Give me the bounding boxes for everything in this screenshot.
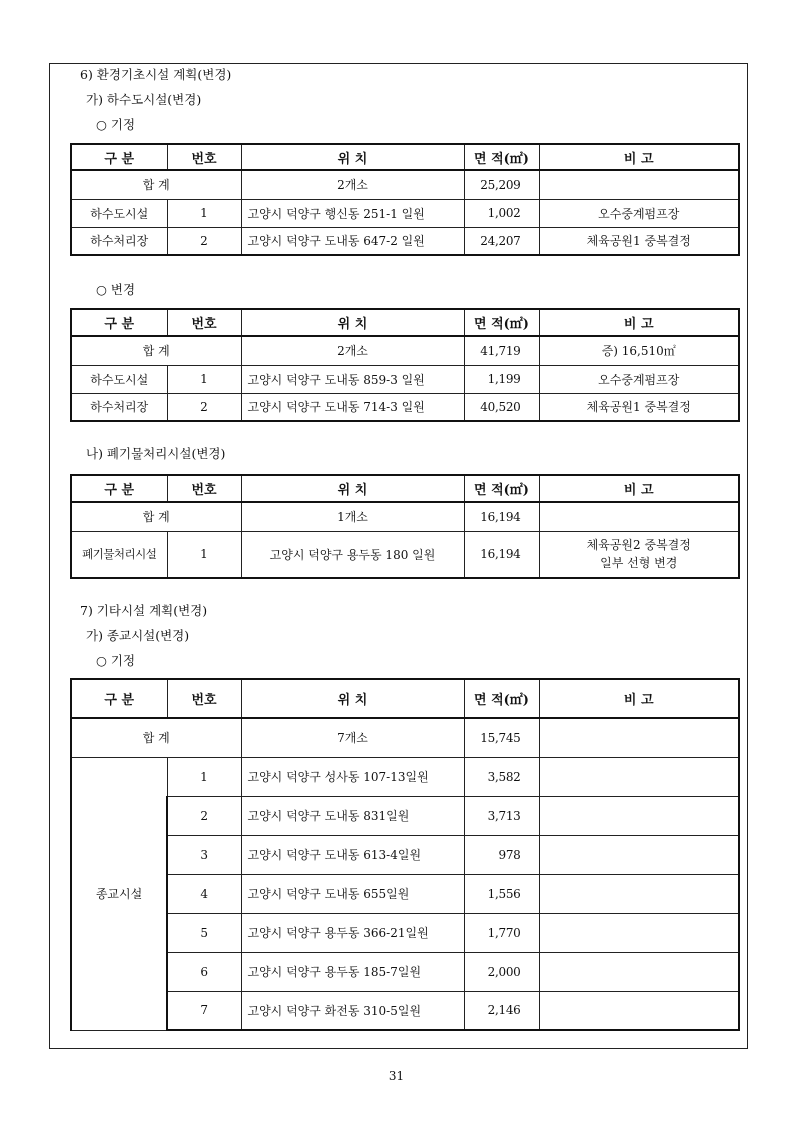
row-area: 3,713 [464,796,539,835]
row-category: 하수도시설 [71,199,167,227]
row-category: 하수처리장 [71,393,167,421]
row-category: 종교시설 [71,757,167,1030]
page-number: 31 [388,1069,405,1083]
row-number: 2 [167,393,241,421]
total-location: 7개소 [241,718,464,757]
total-label: 합 계 [71,336,241,365]
row-area: 1,556 [464,874,539,913]
sewage-changed-table [70,308,740,422]
table-row [71,874,739,913]
header-location: 위 치 [241,475,464,502]
changed-label: ○ 변경 [96,282,136,297]
table-header-row [71,679,739,718]
row-location: 고양시 덕양구 도내동 647-2 일원 [241,227,464,255]
row-location: 고양시 덕양구 도내동 859-3 일원 [241,365,464,393]
section-7-title: 7) 기타시설 계획(변경) [80,603,208,618]
total-area: 15,745 [464,718,539,757]
header-remarks: 비 고 [539,475,739,502]
table-row [71,835,739,874]
row-number: 2 [167,796,241,835]
row-location: 고양시 덕양구 용두동 366-21일원 [241,913,464,952]
row-area: 16,194 [464,531,539,578]
header-area: 면 적(㎡) [464,475,539,502]
total-location: 1개소 [241,502,464,531]
section-6-title: 6) 환경기초시설 계획(변경) [80,67,232,82]
row-area: 24,207 [464,227,539,255]
table-row [71,757,739,796]
row-number: 3 [167,835,241,874]
header-location: 위 치 [241,309,464,336]
row-remarks [539,991,739,1030]
table-header-row [71,309,739,336]
header-location: 위 치 [241,144,464,170]
table-row [71,796,739,835]
row-location: 고양시 덕양구 도내동 831일원 [241,796,464,835]
row-remarks [539,796,739,835]
row-area: 1,199 [464,365,539,393]
row-location: 고양시 덕양구 행신동 251-1 일원 [241,199,464,227]
row-number: 6 [167,952,241,991]
row-location: 고양시 덕양구 성사동 107-13일원 [241,757,464,796]
row-category: 폐기물처리시설 [71,531,167,578]
header-remarks: 비 고 [539,679,739,718]
total-area: 25,209 [464,170,539,199]
row-location: 고양시 덕양구 도내동 714-3 일원 [241,393,464,421]
total-row [71,170,739,199]
total-label: 합 계 [71,718,241,757]
header-area: 면 적(㎡) [464,144,539,170]
total-location: 2개소 [241,336,464,365]
row-area: 1,770 [464,913,539,952]
row-remarks [539,913,739,952]
total-label: 합 계 [71,502,241,531]
existing-label: ○ 기정 [96,117,136,132]
remarks-line-1: 체육공원2 중복결정 [586,538,691,553]
header-remarks: 비 고 [539,309,739,336]
total-row [71,502,739,531]
table-row [71,393,739,421]
row-category: 하수처리장 [71,227,167,255]
table-row [71,913,739,952]
row-remarks [539,531,739,578]
row-area: 3,582 [464,757,539,796]
row-location: 고양시 덕양구 용두동 180 일원 [241,531,464,578]
total-label: 합 계 [71,170,241,199]
row-location: 고양시 덕양구 용두동 185-7일원 [241,952,464,991]
section-7a-title: 가) 종교시설(변경) [86,628,190,643]
table-row [71,531,739,578]
row-area: 1,002 [464,199,539,227]
row-location: 고양시 덕양구 화전동 310-5일원 [241,991,464,1030]
table-row [71,199,739,227]
header-category: 구 분 [71,475,167,502]
row-remarks [539,952,739,991]
table-row [71,991,739,1030]
total-area: 41,719 [464,336,539,365]
total-row [71,336,739,365]
row-number: 5 [167,913,241,952]
header-area: 면 적(㎡) [464,679,539,718]
total-row [71,718,739,757]
row-remarks: 오수중계펌프장 [539,365,739,393]
row-remarks: 체육공원1 중복결정 [539,227,739,255]
remarks-line-2: 일부 선형 변경 [600,556,678,571]
row-area: 40,520 [464,393,539,421]
header-number: 번호 [167,475,241,502]
header-category: 구 분 [71,309,167,336]
row-remarks: 오수중계펌프장 [539,199,739,227]
row-number: 7 [167,991,241,1030]
section-6b-title: 나) 폐기물처리시설(변경) [86,446,226,461]
waste-facility-table [70,474,740,579]
table-row [71,365,739,393]
row-location: 고양시 덕양구 도내동 613-4일원 [241,835,464,874]
row-number: 1 [167,199,241,227]
row-number: 2 [167,227,241,255]
row-area: 2,146 [464,991,539,1030]
total-remarks [539,502,739,531]
total-location: 2개소 [241,170,464,199]
existing-label-2: ○ 기정 [96,653,136,668]
row-area: 2,000 [464,952,539,991]
row-remarks [539,835,739,874]
row-remarks [539,757,739,796]
table-row [71,227,739,255]
sewage-existing-table [70,143,740,256]
row-remarks: 체육공원1 중복결정 [539,393,739,421]
header-number: 번호 [167,679,241,718]
row-number: 1 [167,757,241,796]
row-number: 1 [167,365,241,393]
table-row [71,952,739,991]
total-area: 16,194 [464,502,539,531]
row-number: 4 [167,874,241,913]
religious-facility-table [70,678,740,1031]
header-remarks: 비 고 [539,144,739,170]
table-header-row [71,475,739,502]
total-remarks: 증) 16,510㎡ [539,336,739,365]
total-remarks [539,718,739,757]
header-location: 위 치 [241,679,464,718]
row-remarks [539,874,739,913]
header-category: 구 분 [71,144,167,170]
header-area: 면 적(㎡) [464,309,539,336]
header-number: 번호 [167,309,241,336]
table-header-row [71,144,739,170]
header-number: 번호 [167,144,241,170]
row-location: 고양시 덕양구 도내동 655일원 [241,874,464,913]
section-6a-title: 가) 하수도시설(변경) [86,92,202,107]
row-area: 978 [464,835,539,874]
row-category: 하수도시설 [71,365,167,393]
row-number: 1 [167,531,241,578]
header-category: 구 분 [71,679,167,718]
total-remarks [539,170,739,199]
